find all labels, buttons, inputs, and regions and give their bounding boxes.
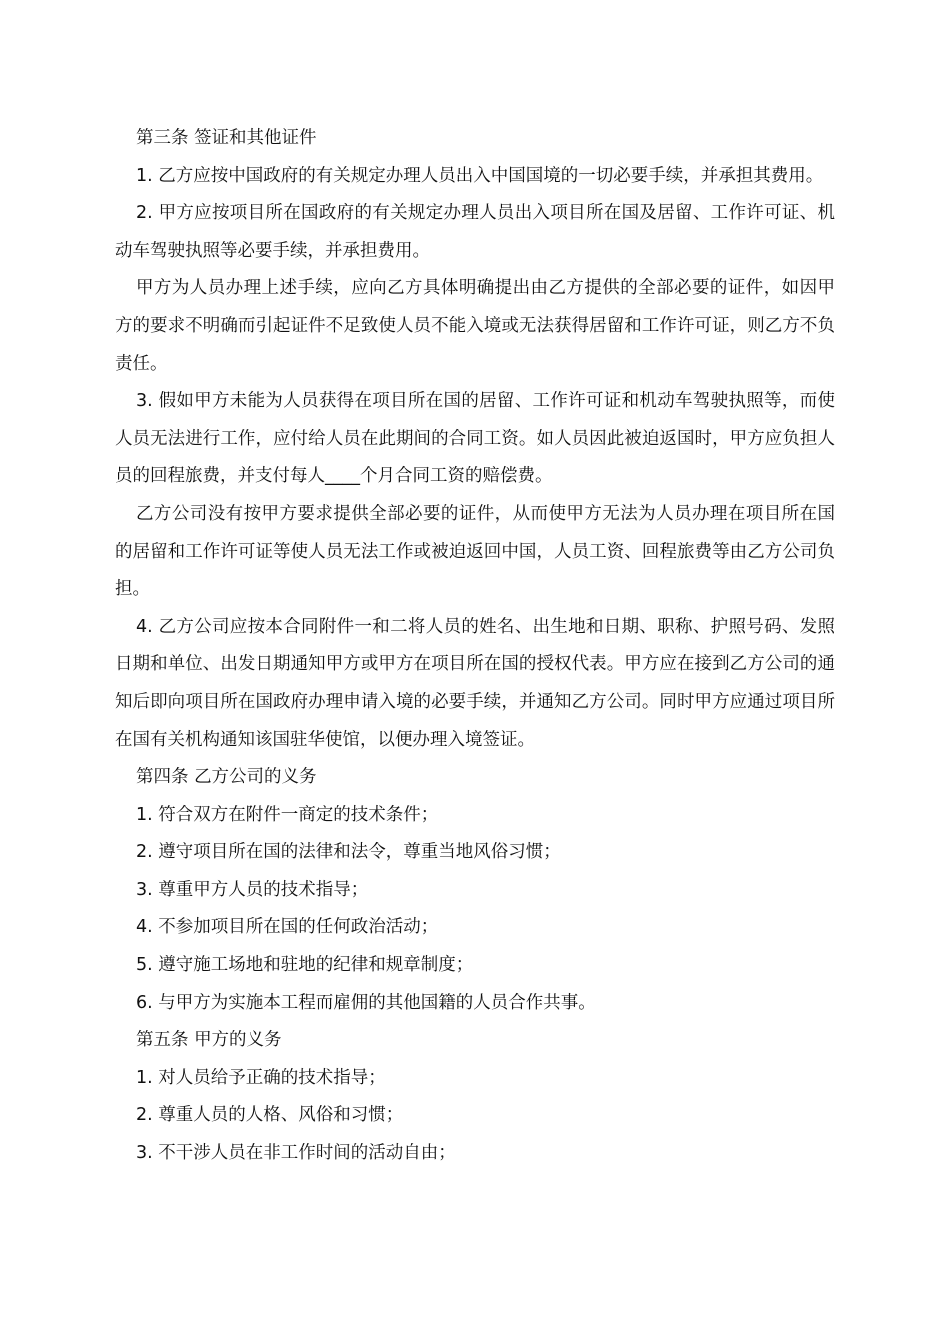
article-3-clause-3: 3. 假如甲方未能为人员获得在项目所在国的居留、工作许可证和机动车驾驶执照等，而使人员无法进行工作，应付给人员在此期间的合同工资。如人员因此被迫返国时，甲方应负担人员的回程旅费，并支付每人____个月合同工资的赔偿费。: [115, 391, 835, 487]
document-body: [115, 120, 835, 1173]
article-3-clause-1: 1. 乙方应按中国政府的有关规定办理人员出入中国国境的一切必要手续，并承担其费用。: [136, 165, 824, 186]
article-3-clause-2-note: 甲方为人员办理上述手续，应向乙方具体明确提出由乙方提供的全部必要的证件，如因甲方的要求不明确而引起证件不足致使人员不能入境或无法获得居留和工作许可证，则乙方不负责任。: [115, 278, 835, 374]
article-4-clause-2: 2. 遵守项目所在国的法律和法令，尊重当地风俗习惯；: [136, 842, 561, 863]
article-4-clause-5: 5. 遵守施工场地和驻地的纪律和规章制度；: [136, 955, 474, 976]
article-4-heading: 第四条 乙方公司的义务: [136, 767, 317, 788]
article-5-clause-1: 1. 对人员给予正确的技术指导；: [136, 1067, 386, 1088]
article-3-heading: 第三条 签证和其他证件: [136, 128, 317, 148]
article-5-clause-2: 2. 尊重人员的人格、风俗和习惯；: [136, 1105, 404, 1126]
article-5-clause-3: 3. 不干涉人员在非工作时间的活动自由；: [136, 1143, 456, 1164]
article-4-clause-1: 1. 符合双方在附件一商定的技术条件；: [136, 804, 439, 825]
article-4-clause-3: 3. 尊重甲方人员的技术指导；: [136, 879, 369, 900]
article-4-clause-4: 4. 不参加项目所在国的任何政治活动；: [136, 917, 439, 938]
article-3-clause-4: 4. 乙方公司应按本合同附件一和二将人员的姓名、出生地和日期、职称、护照号码、发照日期和单位、出发日期通知甲方或甲方在项目所在国的授权代表。甲方应在接到乙方公司的通知后即向项目所在国政府办理申请入境的必要手续，并通知乙方公司。同时甲方应通过项目所在国有关机构通知该国驻华使馆，以便办理入境签证。: [115, 616, 835, 750]
article-5-heading: 第五条 甲方的义务: [136, 1030, 282, 1051]
article-4-clause-6: 6. 与甲方为实施本工程而雇佣的其他国籍的人员合作共事。: [136, 992, 596, 1013]
article-3-clause-3-note: 乙方公司没有按甲方要求提供全部必要的证件，从而使甲方无法为人员办理在项目所在国的居留和工作许可证等使人员无法工作或被迫返回中国，人员工资、回程旅费等由乙方公司负担。: [115, 503, 835, 600]
article-3-clause-2: 2. 甲方应按项目所在国政府的有关规定办理人员出入项目所在国及居留、工作许可证、机动车驾驶执照等必要手续，并承担费用。: [115, 203, 835, 261]
